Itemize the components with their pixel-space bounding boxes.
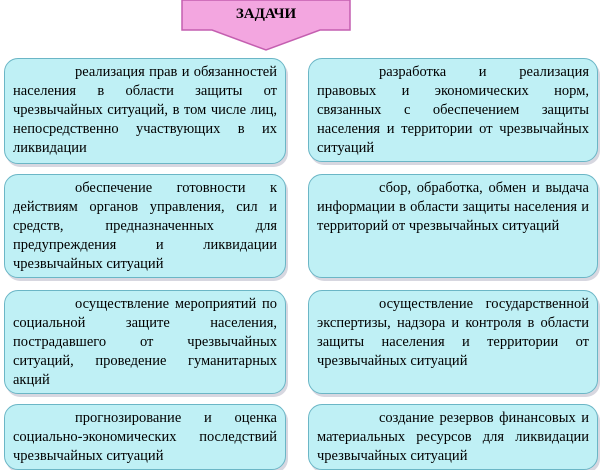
task-text: создание резервов финансовых и материальных ресурсов для ликвидации чрезвычайных ситуаций bbox=[317, 410, 589, 464]
task-card-right-4 bbox=[308, 404, 598, 470]
task-text: прогнозирование и оценка социально-экономических последствий чрезвычайных ситуаций bbox=[13, 410, 277, 464]
task-card-left-3 bbox=[4, 290, 286, 394]
task-text: обеспечение готовности к действиям органов управления, сил и средств, предназначенных для предупреждения и ликвидации чрезвычайных ситуаций bbox=[13, 180, 277, 272]
task-text: сбор, обработка, обмен и выдача информации в области защиты населения и территорий от чрезвычайных ситуаций bbox=[317, 180, 589, 234]
task-card-right-3 bbox=[308, 290, 598, 394]
task-text: разработка и реализация правовых и экономических норм, связанных с обеспечением защиты населения и территории от чрезвычайных ситуаций bbox=[317, 64, 589, 156]
task-text: осуществление мероприятий по социальной защите населения, пострадавшего от чрезвычайных ситуаций, проведение гуманитарных акций bbox=[13, 296, 277, 388]
task-card-right-2 bbox=[308, 174, 598, 278]
task-card-left-4 bbox=[4, 404, 286, 470]
task-card-right-1 bbox=[308, 58, 598, 162]
task-text: реализация прав и обязанностей населения в области защиты от чрезвычайных ситуаций, в том числе лиц, непосредственно участвующих в их ликвидации bbox=[13, 64, 277, 156]
task-text: осуществление государственной экспертизы, надзора и контроля в области защиты населения и территории от чрезвычайных ситуаций bbox=[317, 296, 589, 369]
task-card-left-1 bbox=[4, 58, 286, 164]
page-title: ЗАДАЧИ bbox=[235, 6, 297, 22]
task-card-left-2 bbox=[4, 174, 286, 278]
